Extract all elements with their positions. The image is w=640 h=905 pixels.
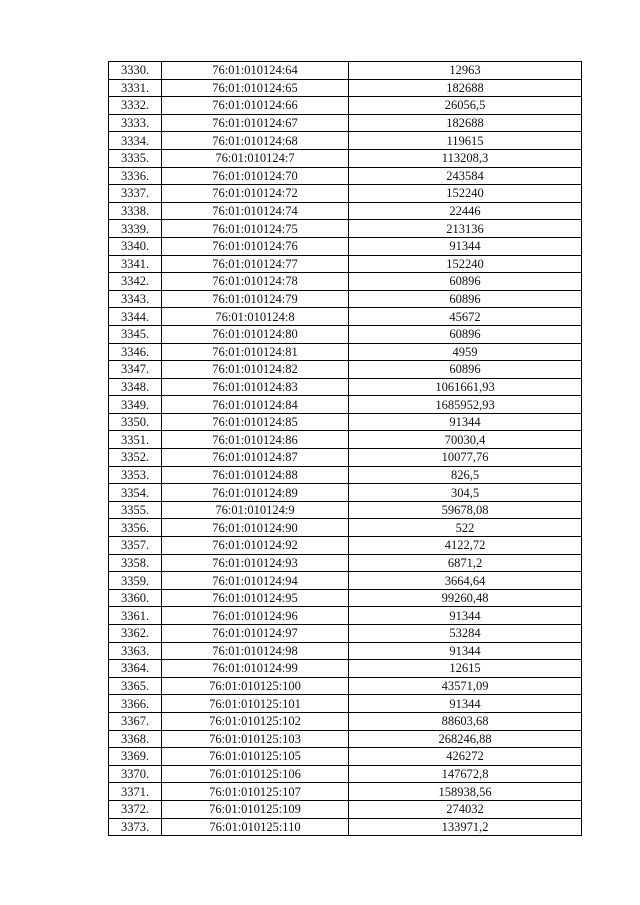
table-row [109, 449, 582, 467]
cadastral-number-cell: 76:01:010124:78 [162, 273, 349, 291]
cadastral-number-cell: 76:01:010124:92 [162, 537, 349, 555]
row-number-cell: 3368. [109, 730, 162, 748]
value-cell: 1061661,93 [349, 378, 582, 396]
cadastral-number-cell: 76:01:010124:99 [162, 660, 349, 678]
cadastral-number-cell: 76:01:010124:95 [162, 589, 349, 607]
cadastral-number-cell: 76:01:010124:66 [162, 97, 349, 115]
row-number-cell: 3369. [109, 748, 162, 766]
table-row [109, 237, 582, 255]
table-row [109, 273, 582, 291]
value-cell: 12963 [349, 62, 582, 80]
cadastral-number-cell: 76:01:010124:79 [162, 290, 349, 308]
cadastral-number-cell: 76:01:010124:93 [162, 554, 349, 572]
value-cell: 91344 [349, 413, 582, 431]
cadastral-number-cell: 76:01:010124:96 [162, 607, 349, 625]
row-number-cell: 3348. [109, 378, 162, 396]
table-row [109, 79, 582, 97]
value-cell: 91344 [349, 607, 582, 625]
value-cell: 158938,56 [349, 783, 582, 801]
cadastral-number-cell: 76:01:010124:86 [162, 431, 349, 449]
value-cell: 26056,5 [349, 97, 582, 115]
row-number-cell: 3333. [109, 114, 162, 132]
row-number-cell: 3352. [109, 449, 162, 467]
cadastral-number-cell: 76:01:010124:68 [162, 132, 349, 150]
cadastral-number-cell: 76:01:010125:110 [162, 818, 349, 836]
value-cell: 182688 [349, 79, 582, 97]
table-row [109, 185, 582, 203]
value-cell: 1685952,93 [349, 396, 582, 414]
value-cell: 147672,8 [349, 765, 582, 783]
value-cell: 4122,72 [349, 537, 582, 555]
row-number-cell: 3373. [109, 818, 162, 836]
value-cell: 91344 [349, 642, 582, 660]
row-number-cell: 3356. [109, 519, 162, 537]
table-row [109, 730, 582, 748]
value-cell: 59678,08 [349, 501, 582, 519]
row-number-cell: 3345. [109, 325, 162, 343]
cadastral-number-cell: 76:01:010124:70 [162, 167, 349, 185]
cadastral-number-cell: 76:01:010125:102 [162, 712, 349, 730]
cadastral-number-cell: 76:01:010124:94 [162, 572, 349, 590]
table-row [109, 607, 582, 625]
table-row [109, 818, 582, 836]
row-number-cell: 3354. [109, 484, 162, 502]
row-number-cell: 3353. [109, 466, 162, 484]
row-number-cell: 3371. [109, 783, 162, 801]
table-row [109, 325, 582, 343]
table-row [109, 537, 582, 555]
row-number-cell: 3358. [109, 554, 162, 572]
row-number-cell: 3331. [109, 79, 162, 97]
row-number-cell: 3365. [109, 677, 162, 695]
table-row [109, 378, 582, 396]
row-number-cell: 3332. [109, 97, 162, 115]
cadastral-table [108, 61, 582, 836]
table-row [109, 167, 582, 185]
cadastral-number-cell: 76:01:010125:107 [162, 783, 349, 801]
table-row [109, 343, 582, 361]
table-row [109, 62, 582, 80]
table-row [109, 255, 582, 273]
table-row [109, 308, 582, 326]
table-row [109, 800, 582, 818]
value-cell: 43571,09 [349, 677, 582, 695]
row-number-cell: 3363. [109, 642, 162, 660]
row-number-cell: 3342. [109, 273, 162, 291]
cadastral-number-cell: 76:01:010124:64 [162, 62, 349, 80]
table-row [109, 554, 582, 572]
table-row [109, 220, 582, 238]
table-row [109, 642, 582, 660]
value-cell: 3664,64 [349, 572, 582, 590]
table-row [109, 97, 582, 115]
cadastral-number-cell: 76:01:010124:81 [162, 343, 349, 361]
cadastral-number-cell: 76:01:010124:7 [162, 149, 349, 167]
value-cell: 45672 [349, 308, 582, 326]
table-row [109, 572, 582, 590]
row-number-cell: 3350. [109, 413, 162, 431]
row-number-cell: 3336. [109, 167, 162, 185]
row-number-cell: 3330. [109, 62, 162, 80]
value-cell: 6871,2 [349, 554, 582, 572]
row-number-cell: 3355. [109, 501, 162, 519]
cadastral-number-cell: 76:01:010124:89 [162, 484, 349, 502]
table-row [109, 484, 582, 502]
row-number-cell: 3370. [109, 765, 162, 783]
value-cell: 91344 [349, 695, 582, 713]
table-row [109, 625, 582, 643]
row-number-cell: 3372. [109, 800, 162, 818]
cadastral-number-cell: 76:01:010124:75 [162, 220, 349, 238]
row-number-cell: 3361. [109, 607, 162, 625]
value-cell: 60896 [349, 361, 582, 379]
table-row [109, 589, 582, 607]
cadastral-number-cell: 76:01:010124:90 [162, 519, 349, 537]
row-number-cell: 3359. [109, 572, 162, 590]
row-number-cell: 3335. [109, 149, 162, 167]
value-cell: 304,5 [349, 484, 582, 502]
table-row [109, 413, 582, 431]
value-cell: 826,5 [349, 466, 582, 484]
cadastral-number-cell: 76:01:010124:98 [162, 642, 349, 660]
row-number-cell: 3344. [109, 308, 162, 326]
cadastral-number-cell: 76:01:010124:82 [162, 361, 349, 379]
table-row [109, 783, 582, 801]
table-row [109, 695, 582, 713]
table-row [109, 132, 582, 150]
row-number-cell: 3339. [109, 220, 162, 238]
cadastral-number-cell: 76:01:010124:67 [162, 114, 349, 132]
cadastral-number-cell: 76:01:010124:85 [162, 413, 349, 431]
cadastral-number-cell: 76:01:010124:80 [162, 325, 349, 343]
cadastral-number-cell: 76:01:010124:74 [162, 202, 349, 220]
table-row [109, 361, 582, 379]
table-row [109, 677, 582, 695]
table-row [109, 712, 582, 730]
table-row [109, 149, 582, 167]
value-cell: 4959 [349, 343, 582, 361]
value-cell: 12615 [349, 660, 582, 678]
row-number-cell: 3343. [109, 290, 162, 308]
row-number-cell: 3364. [109, 660, 162, 678]
table-row [109, 431, 582, 449]
value-cell: 53284 [349, 625, 582, 643]
row-number-cell: 3346. [109, 343, 162, 361]
value-cell: 152240 [349, 185, 582, 203]
row-number-cell: 3341. [109, 255, 162, 273]
table-row [109, 748, 582, 766]
value-cell: 113208,3 [349, 149, 582, 167]
row-number-cell: 3367. [109, 712, 162, 730]
cadastral-number-cell: 76:01:010124:87 [162, 449, 349, 467]
value-cell: 522 [349, 519, 582, 537]
value-cell: 243584 [349, 167, 582, 185]
row-number-cell: 3337. [109, 185, 162, 203]
cadastral-number-cell: 76:01:010124:88 [162, 466, 349, 484]
cadastral-number-cell: 76:01:010124:83 [162, 378, 349, 396]
value-cell: 91344 [349, 237, 582, 255]
row-number-cell: 3334. [109, 132, 162, 150]
value-cell: 10077,76 [349, 449, 582, 467]
cadastral-number-cell: 76:01:010124:77 [162, 255, 349, 273]
value-cell: 60896 [349, 273, 582, 291]
table-row [109, 202, 582, 220]
cadastral-number-cell: 76:01:010124:97 [162, 625, 349, 643]
row-number-cell: 3338. [109, 202, 162, 220]
cadastral-number-cell: 76:01:010125:106 [162, 765, 349, 783]
row-number-cell: 3340. [109, 237, 162, 255]
row-number-cell: 3349. [109, 396, 162, 414]
value-cell: 22446 [349, 202, 582, 220]
cadastral-number-cell: 76:01:010125:109 [162, 800, 349, 818]
row-number-cell: 3347. [109, 361, 162, 379]
cadastral-number-cell: 76:01:010125:101 [162, 695, 349, 713]
cadastral-number-cell: 76:01:010125:103 [162, 730, 349, 748]
cadastral-number-cell: 76:01:010124:8 [162, 308, 349, 326]
value-cell: 133971,2 [349, 818, 582, 836]
table-row [109, 466, 582, 484]
row-number-cell: 3360. [109, 589, 162, 607]
row-number-cell: 3357. [109, 537, 162, 555]
cadastral-number-cell: 76:01:010124:9 [162, 501, 349, 519]
value-cell: 99260,48 [349, 589, 582, 607]
value-cell: 182688 [349, 114, 582, 132]
cadastral-number-cell: 76:01:010124:76 [162, 237, 349, 255]
row-number-cell: 3362. [109, 625, 162, 643]
value-cell: 152240 [349, 255, 582, 273]
row-number-cell: 3351. [109, 431, 162, 449]
cadastral-number-cell: 76:01:010124:72 [162, 185, 349, 203]
table-row [109, 765, 582, 783]
value-cell: 119615 [349, 132, 582, 150]
value-cell: 70030,4 [349, 431, 582, 449]
value-cell: 88603,68 [349, 712, 582, 730]
table-row [109, 501, 582, 519]
value-cell: 213136 [349, 220, 582, 238]
table-body [109, 62, 582, 836]
table-row [109, 290, 582, 308]
table-row [109, 114, 582, 132]
cadastral-number-cell: 76:01:010125:105 [162, 748, 349, 766]
cadastral-number-cell: 76:01:010125:100 [162, 677, 349, 695]
row-number-cell: 3366. [109, 695, 162, 713]
value-cell: 268246,88 [349, 730, 582, 748]
cadastral-number-cell: 76:01:010124:84 [162, 396, 349, 414]
value-cell: 60896 [349, 325, 582, 343]
value-cell: 426272 [349, 748, 582, 766]
table-row [109, 519, 582, 537]
value-cell: 274032 [349, 800, 582, 818]
cadastral-number-cell: 76:01:010124:65 [162, 79, 349, 97]
table-row [109, 396, 582, 414]
table-row [109, 660, 582, 678]
value-cell: 60896 [349, 290, 582, 308]
